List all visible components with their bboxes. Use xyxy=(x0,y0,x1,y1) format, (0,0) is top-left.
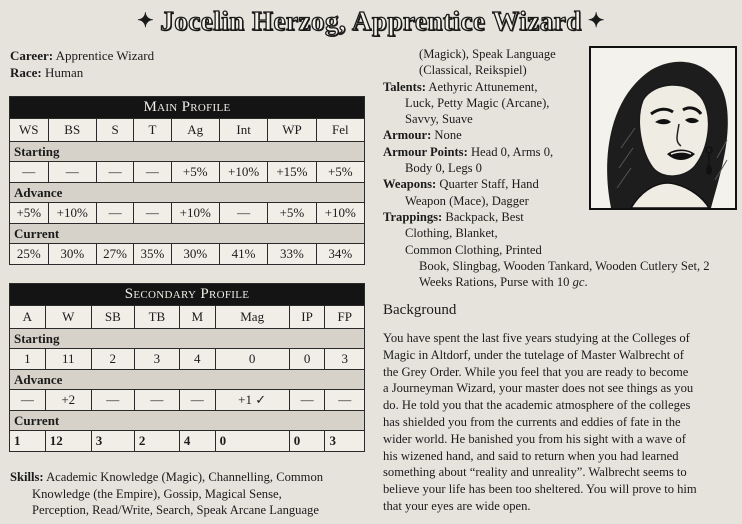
right-ornament-icon: ✦ xyxy=(587,10,605,32)
current-label: Current xyxy=(10,224,365,244)
talents-line: Aethyric Attunement, xyxy=(428,79,538,94)
current-cell: 41% xyxy=(219,244,267,265)
col-header: Ag xyxy=(171,119,219,142)
current-cell: 33% xyxy=(268,244,316,265)
skills-continued: (Magick), Speak Language xyxy=(419,47,556,61)
background-line: wider world. He banished you from his sight with a wave of xyxy=(383,431,686,446)
career-label: Career: xyxy=(10,48,54,63)
advance-cell: — xyxy=(96,203,133,224)
background-line: the Grey Order. While you feel that you are ready to become xyxy=(383,364,689,379)
col-header: T xyxy=(134,119,171,142)
race-value: Human xyxy=(45,65,84,80)
armour-points-line: Head 0, Arms 0, xyxy=(470,144,554,159)
col-header: SB xyxy=(91,306,134,329)
current-cell: 1 xyxy=(10,431,46,452)
right-column-trappings xyxy=(383,258,737,291)
advance-cell: — xyxy=(219,203,267,224)
current-label: Current xyxy=(10,411,365,431)
advance-cell: — xyxy=(91,390,134,411)
starting-label: Starting xyxy=(10,142,365,162)
background-line: a Journeyman Wizard, your master does not see things as you xyxy=(383,381,694,396)
race-label: Race: xyxy=(10,65,42,80)
current-cell: 3 xyxy=(325,431,365,452)
col-header: WS xyxy=(10,119,49,142)
current-cell: 25% xyxy=(10,244,49,265)
trappings-line: Backpack, Best xyxy=(445,209,524,224)
career-line xyxy=(10,48,154,64)
wizard-portrait-icon xyxy=(589,46,737,210)
col-header: BS xyxy=(48,119,96,142)
col-header: A xyxy=(10,306,46,329)
advance-cell: — xyxy=(134,390,179,411)
col-header: WP xyxy=(268,119,316,142)
advance-cell: +5% xyxy=(268,203,316,224)
current-cell: 27% xyxy=(96,244,133,265)
trappings-line: Common Clothing, Printed xyxy=(405,242,542,257)
trappings-line: Clothing, Blanket, xyxy=(405,226,498,241)
weapons-label: Weapons: xyxy=(383,177,437,192)
current-cell: 35% xyxy=(134,244,171,265)
col-header: M xyxy=(179,306,215,329)
advance-cell: +10% xyxy=(48,203,96,224)
current-cell: 30% xyxy=(48,244,96,265)
skills-line: Perception, Read/Write, Search, Speak Arcane Language xyxy=(32,503,319,517)
secondary-profile-heading: Secondary Profile xyxy=(10,284,365,306)
col-header: TB xyxy=(134,306,179,329)
armour-points-line: Body 0, Legs 0 xyxy=(405,161,482,176)
starting-cell: — xyxy=(134,162,171,183)
col-header: FP xyxy=(325,306,365,329)
main-profile-heading: Main Profile xyxy=(10,97,365,119)
background-line: You have spent the last five years studying at the Colleges of xyxy=(383,331,690,345)
starting-cell: — xyxy=(10,162,49,183)
race-line xyxy=(10,65,83,81)
advance-cell: — xyxy=(289,390,325,411)
background-line: do. He told you that the academic atmosphere of the colleges xyxy=(383,398,691,413)
current-cell: 30% xyxy=(171,244,219,265)
starting-cell: — xyxy=(96,162,133,183)
current-cell: 0 xyxy=(215,431,289,452)
advance-cell: +10% xyxy=(316,203,364,224)
background-line: that your eyes are wide open. xyxy=(383,498,531,513)
armour-label: Armour: xyxy=(383,128,432,143)
background-line: has shielded you from the currents and eddies of fate in the xyxy=(383,414,681,429)
col-header: IP xyxy=(289,306,325,329)
background-line: Magic in Altdorf, under the tutelage of Master Walbrecht of xyxy=(383,347,684,362)
skills-continued: (Classical, Reikspiel) xyxy=(419,63,527,78)
left-ornament-icon: ✦ xyxy=(137,10,155,32)
talents-line: Luck, Petty Magic (Arcane), xyxy=(405,95,550,110)
current-cell: 34% xyxy=(316,244,364,265)
starting-cell: 4 xyxy=(179,349,215,370)
title-text: Jocelin Herzog, Apprentice Wizard xyxy=(160,6,582,36)
starting-cell: 1 xyxy=(10,349,46,370)
col-header: Int xyxy=(219,119,267,142)
skills-block xyxy=(10,469,368,519)
skills-line: Academic Knowledge (Magic), Channelling, Common xyxy=(46,470,324,484)
trappings-line: Weeks Rations, Purse with 10 gc. xyxy=(419,275,588,290)
talents-line: Savvy, Suave xyxy=(405,112,473,127)
advance-cell: — xyxy=(179,390,215,411)
starting-cell: — xyxy=(48,162,96,183)
starting-cell: +5% xyxy=(316,162,364,183)
col-header: Fel xyxy=(316,119,364,142)
current-cell: 0 xyxy=(289,431,325,452)
weapons-line: Quarter Staff, Hand xyxy=(439,177,539,192)
starting-cell: 0 xyxy=(289,349,325,370)
weapons-line: Weapon (Mace), Dagger xyxy=(405,193,529,208)
trappings-line: Book, Slingbag, Wooden Tankard, Wooden Cutlery Set, 2 xyxy=(419,259,710,273)
right-column-upper xyxy=(383,46,588,258)
starting-label: Starting xyxy=(10,329,365,349)
current-cell: 3 xyxy=(91,431,134,452)
secondary-profile-table xyxy=(9,283,365,452)
col-header: W xyxy=(45,306,91,329)
starting-cell: +10% xyxy=(219,162,267,183)
advance-label: Advance xyxy=(10,183,365,203)
starting-cell: 11 xyxy=(45,349,91,370)
page-title xyxy=(0,6,742,37)
background-line: believe your life has been too sheltered. You will prove to him xyxy=(383,482,697,497)
current-cell: 12 xyxy=(45,431,91,452)
col-header: Mag xyxy=(215,306,289,329)
starting-cell: 3 xyxy=(325,349,365,370)
trappings-label: Trappings: xyxy=(383,209,443,224)
starting-cell: +5% xyxy=(171,162,219,183)
skills-line: Knowledge (the Empire), Gossip, Magical Sense, xyxy=(32,486,282,501)
background-line: something about “reality and unreality”. Walbrecht seems to xyxy=(383,465,687,480)
starting-cell: 3 xyxy=(134,349,179,370)
currency-abbrev: gc xyxy=(572,275,585,290)
advance-cell: +5% xyxy=(10,203,49,224)
advance-cell: — xyxy=(10,390,46,411)
col-header: S xyxy=(96,119,133,142)
current-cell: 4 xyxy=(179,431,215,452)
background-text xyxy=(383,330,735,515)
starting-cell: 0 xyxy=(215,349,289,370)
advance-cell: — xyxy=(134,203,171,224)
advance-cell: +1 ✓ xyxy=(215,390,289,411)
armour-points-label: Armour Points: xyxy=(383,144,468,159)
background-heading: Background xyxy=(383,302,457,318)
starting-cell: 2 xyxy=(91,349,134,370)
advance-cell: +2 xyxy=(45,390,91,411)
starting-cell: +15% xyxy=(268,162,316,183)
career-value: Apprentice Wizard xyxy=(55,48,155,63)
skills-label: Skills: xyxy=(10,470,44,484)
armour-value: None xyxy=(434,128,462,143)
advance-label: Advance xyxy=(10,370,365,390)
advance-cell: — xyxy=(325,390,365,411)
main-profile-table xyxy=(9,96,365,265)
background-line: his wizened hand, and said to return when you had learned xyxy=(383,448,679,463)
current-cell: 2 xyxy=(134,431,179,452)
advance-cell: +10% xyxy=(171,203,219,224)
talents-label: Talents: xyxy=(383,79,426,94)
